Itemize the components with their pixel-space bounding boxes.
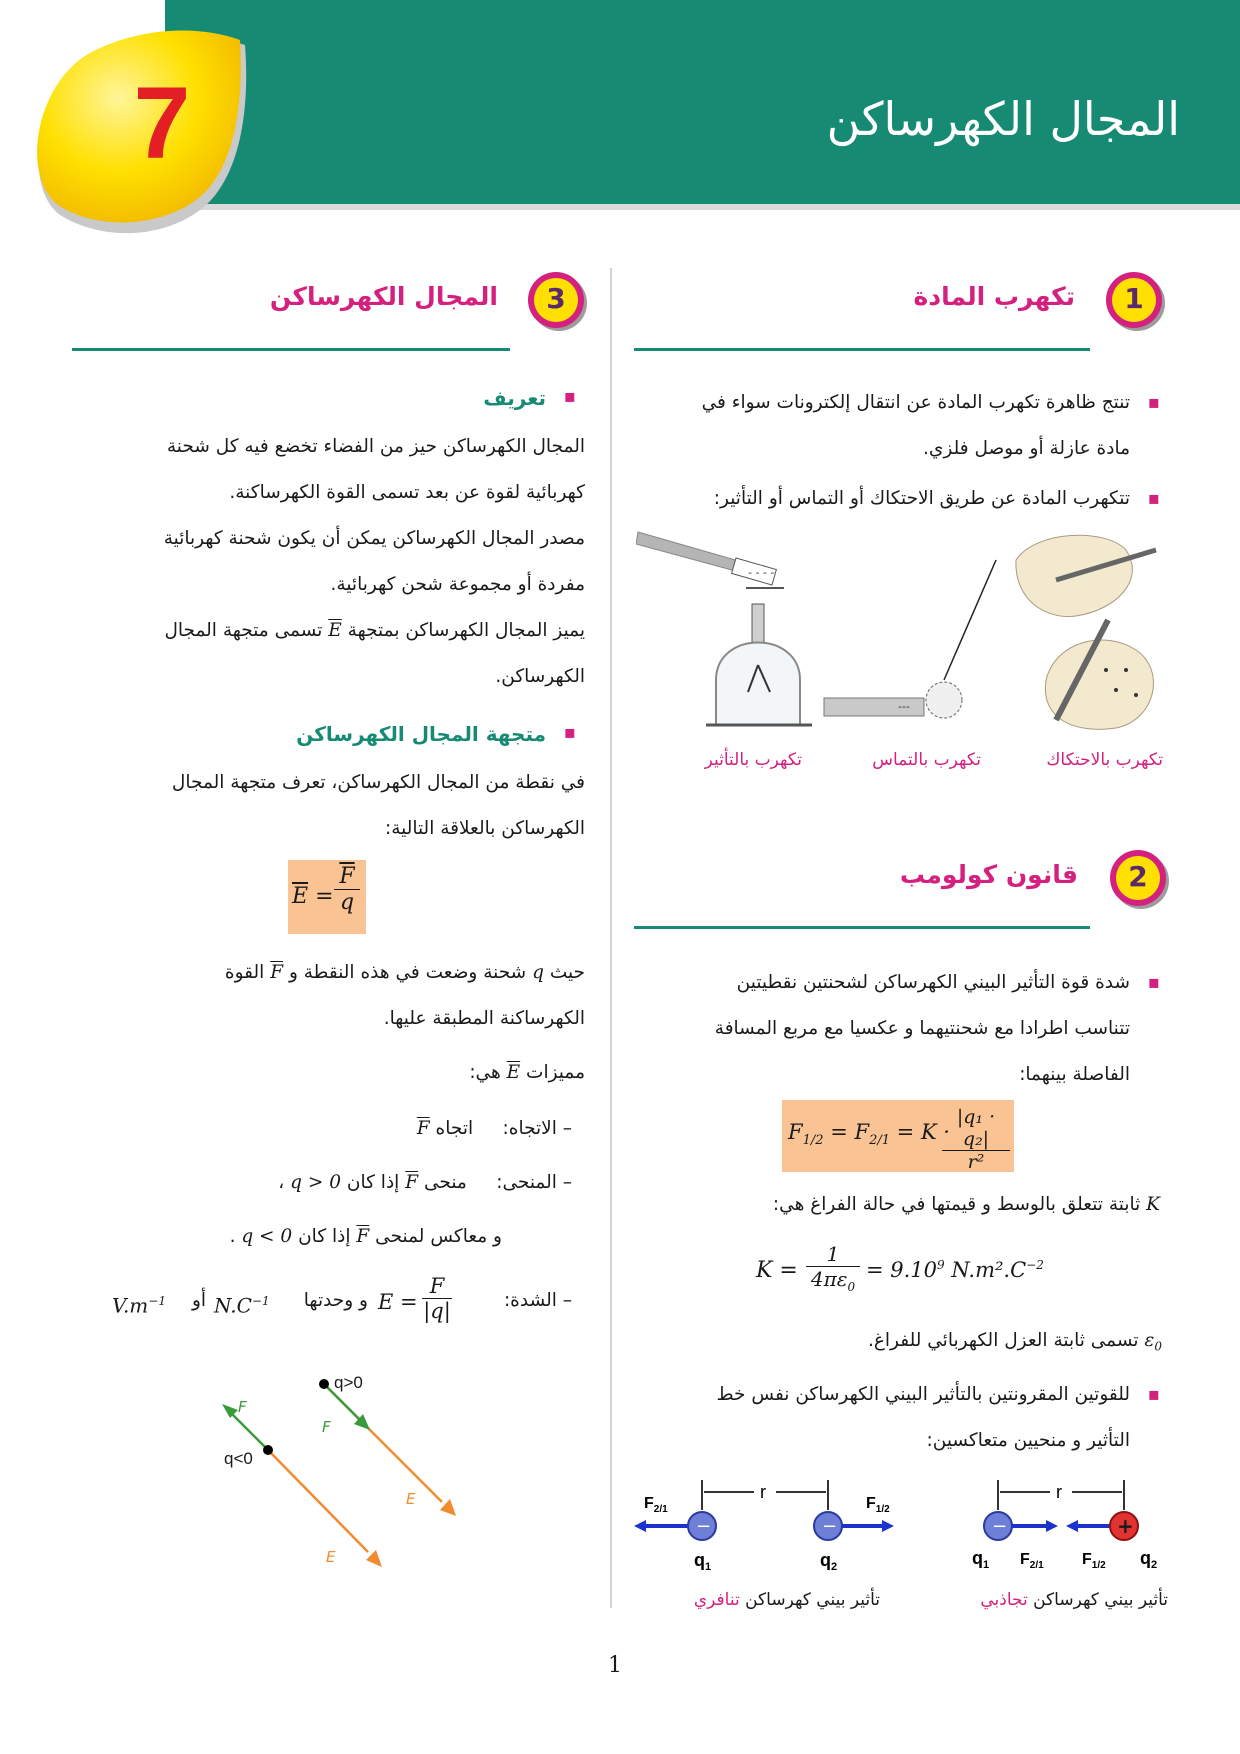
- field-label-negative: E: [326, 1548, 336, 1566]
- svg-text:F2/1: $F_{2/1}$: [644, 1495, 668, 1515]
- svg-text:−: −: [822, 1516, 838, 1537]
- caption-repulsive: تأثير بيني كهرساكن تنافري: [693, 1590, 880, 1610]
- charge-q2-label: q: [820, 1550, 831, 1570]
- paragraph-where: حيث q شحنة وضعت في هذه النقطة و F القوة الكهرساكنة المطبقة عليها.: [224, 962, 585, 1029]
- section-3-title: المجال الكهرساكن: [269, 282, 498, 311]
- feature-magnitude-label: – الشدة:: [503, 1290, 572, 1311]
- svg-text:q1: $q_1$: [694, 1550, 712, 1573]
- force-f12-label: F: [866, 1495, 876, 1512]
- field-label-positive: E: [406, 1490, 416, 1508]
- svg-text:q2: $q_2$: [820, 1550, 838, 1573]
- section-1-rule: [634, 348, 1090, 351]
- field-vector-heading: ▪ متجهة المجال الكهرساكن: [296, 722, 546, 746]
- force-interaction-figure: [630, 1470, 1170, 1580]
- svg-text:F1/2: $F_{1/2}$: [866, 1495, 890, 1515]
- epsilon-text: $\varepsilon_0$ تسمى ثابتة العزل الكهربائي للفراغ.: [867, 1330, 1162, 1354]
- field-vectors-figure: [210, 1362, 460, 1632]
- repulsive-interaction: [634, 1480, 894, 1573]
- svg-text:F2/1: $F_{2/1}$: [1020, 1551, 1044, 1571]
- paragraph-coulomb: ▪ شدة قوة التأثير البيني الكهرساكن لشحنتين نقطيتين تتناسب اطرادا مع شحنتيهما و عكسيا مع مربع المسافة الفاصلة بينهما:: [610, 960, 1130, 1098]
- section-2-rule: [634, 926, 1090, 929]
- k-formula: K = 1 $4\pi\varepsilon_0$ = $9.10^9$ $N.m^2.C^{-2}$: [756, 1242, 1044, 1294]
- section-2-title: قانون كولومب: [899, 860, 1078, 889]
- negative-charge-label: q<0: [224, 1449, 253, 1468]
- coulomb-formula: $F_{1/2} = F_{2/1} = K$ · |q₁ · q₂| r²: [782, 1100, 1014, 1172]
- feature-direction: – الاتجاه: اتجاه F: [416, 1118, 572, 1139]
- page-number: 1: [608, 1653, 622, 1678]
- section-1-number: 1: [1124, 282, 1144, 315]
- positive-charge-label: q>0: [334, 1373, 363, 1392]
- column-divider: [610, 268, 612, 1608]
- attractive-interaction: [972, 1480, 1157, 1571]
- force-label-negative: F: [238, 1398, 247, 1416]
- unit-vm: $V.m^{-1}$: [112, 1293, 166, 1318]
- banner-shadow: [165, 204, 1240, 210]
- svg-text:−: −: [992, 1516, 1008, 1537]
- electrification-figure: [636, 520, 1170, 740]
- caption-contact: تكهرب بالتماس: [872, 750, 981, 770]
- magnitude-formula: E = F |q|: [378, 1274, 451, 1323]
- svg-text:- - - -: - - - -: [748, 566, 775, 579]
- caption-friction: تكهرب بالاحتكاك: [1046, 750, 1163, 770]
- svg-text:−: −: [696, 1516, 712, 1537]
- chapter-number: 7: [133, 66, 191, 180]
- section-3-number: 3: [546, 282, 566, 315]
- contact-illustration: [824, 560, 996, 718]
- force-f21-label: F: [644, 1495, 654, 1512]
- induction-illustration: [636, 532, 812, 725]
- chapter-title: المجال الكهرساكن: [826, 92, 1180, 146]
- distance-r-label: r: [760, 1482, 766, 1502]
- field-formula: $\overline{E}$ = $\overline{F}$ q: [288, 860, 366, 934]
- svg-text:q2: $q_2$: [1140, 1548, 1158, 1571]
- definition-heading: ▪ تعريف: [483, 386, 546, 410]
- svg-text:---: ---: [898, 700, 910, 713]
- magnitude-unit-prefix: و وحدتها: [303, 1290, 368, 1311]
- charge-q1-label: q: [694, 1550, 705, 1570]
- section-2-number: 2: [1128, 860, 1148, 893]
- paragraph-field-vector: في نقطة من المجال الكهرساكن، تعرف متجهة المجال الكهرساكن بالعلاقة التالية:: [171, 772, 585, 839]
- paragraph-ionization: ▪ تنتج ظاهرة تكهرب المادة عن انتقال إلكترونات سواء في مادة عازلة أو موصل فلزي.: [610, 380, 1130, 472]
- caption-induction: تكهرب بالتأثير: [704, 750, 802, 770]
- svg-text:+: +: [1117, 1514, 1134, 1538]
- paragraph-forces: ▪ للقوتين المقرونتين بالتأثير البيني الكهرساكن نفس خط التأثير و منحيين متعاكسين:: [610, 1372, 1130, 1464]
- section-3-rule: [72, 348, 510, 351]
- friction-illustration: [1016, 535, 1156, 729]
- paragraph-modes: ▪ تتكهرب المادة عن طريق الاحتكاك أو التماس أو التأثير:: [610, 476, 1130, 522]
- svg-text:r: r: [1056, 1482, 1062, 1502]
- caption-attractive: تأثير بيني كهرساكن تجاذبي: [980, 1590, 1168, 1610]
- paragraph-definition: المجال الكهرساكن حيز من الفضاء تخضع فيه كل شحنة كهربائية لقوة عن بعد تسمى القوة الكهرساكنة. مصدر المجال الكهرساكن يمكن أن يكون شحنة كهربائية مفردة أو مجموعة شحن كهربائية. يميز المجال الكهرساكن بمتجهة E تسمى متجهة المجال الكهرساكن.: [163, 436, 585, 687]
- feature-sense: – المنحى: منحى F إذا كان q > 0 ،: [278, 1172, 572, 1193]
- svg-text:F1/2: $F_{1/2}$: [1082, 1551, 1106, 1571]
- features-heading: مميزات E هي:: [469, 1062, 585, 1083]
- svg-text:q1: $q_1$: [972, 1548, 990, 1571]
- force-label-positive: F: [322, 1418, 331, 1436]
- constant-k-text: K ثابتة تتعلق بالوسط و قيمتها في حالة الفراغ هي:: [772, 1194, 1160, 1215]
- section-1-title: تكهرب المادة: [913, 282, 1075, 311]
- unit-or: أو: [192, 1290, 207, 1311]
- unit-ncm: $N.C^{-1}$: [214, 1293, 270, 1318]
- feature-sense-opposite: و معاكس لمنحى F إذا كان q < 0 .: [229, 1226, 502, 1247]
